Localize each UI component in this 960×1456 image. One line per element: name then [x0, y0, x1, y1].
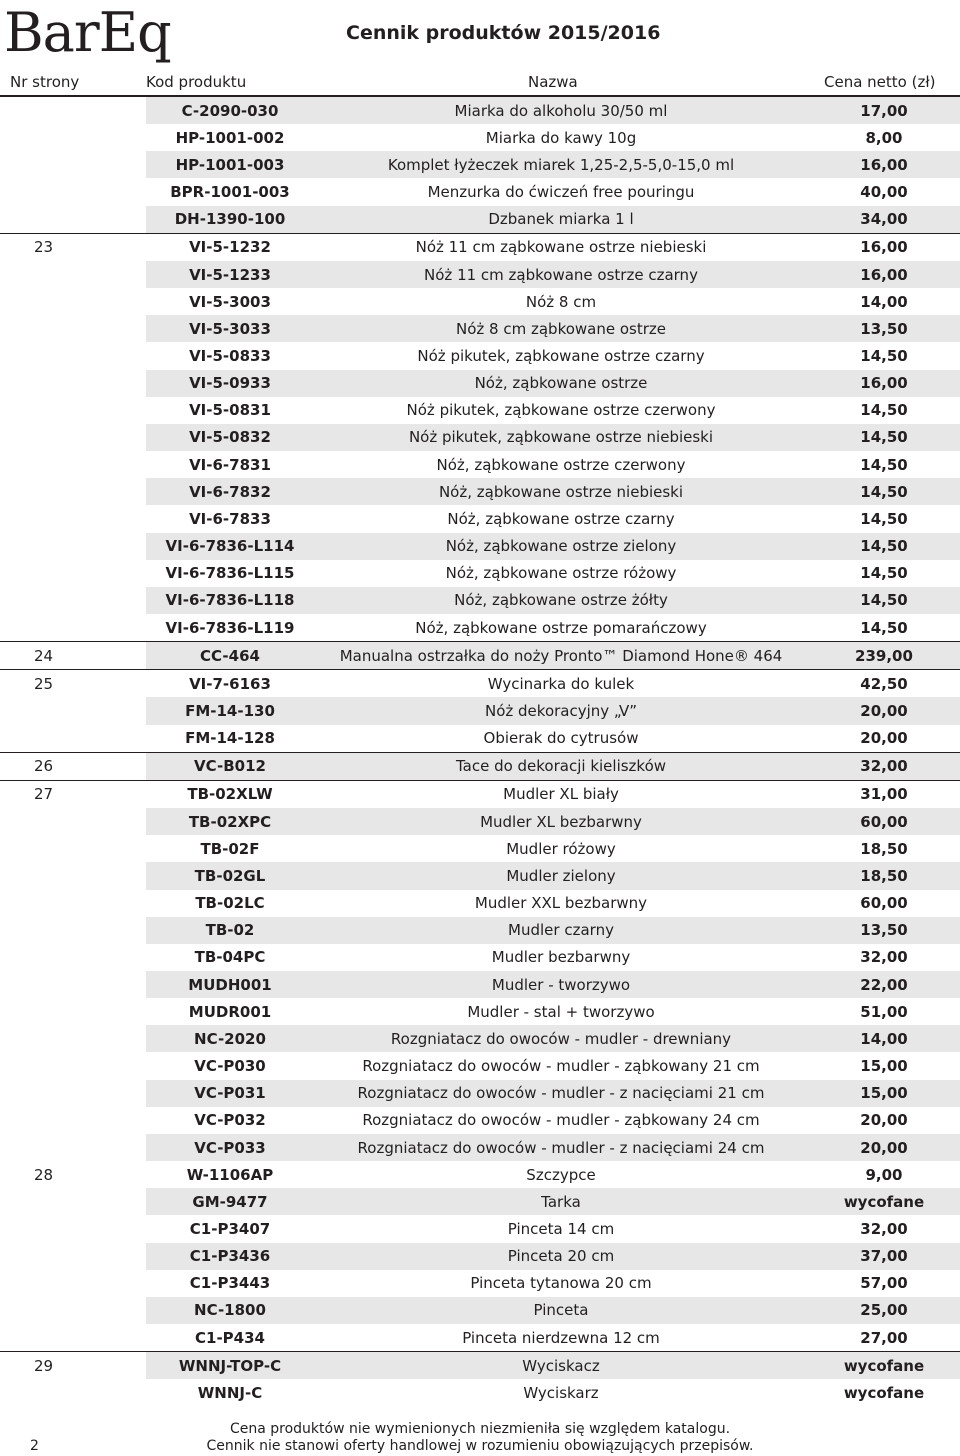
row-product-name: Nóż, ząbkowane ostrze niebieski: [314, 478, 808, 505]
table-row: [0, 642, 960, 670]
row-page-number: [0, 1297, 146, 1324]
row-price: 32,00: [860, 1219, 908, 1238]
row-product-name: Mudler czarny: [314, 917, 808, 944]
row-product-name: Nóż 11 cm ząbkowane ostrze czarny: [314, 261, 808, 288]
row-product-name: Menzurka do ćwiczeń free pouringu: [427, 183, 695, 202]
row-product-name: Mudler XXL bezbarwny: [474, 894, 648, 913]
row-product-code: VI-5-3033: [146, 315, 314, 342]
row-product-code: DH-1390-100: [146, 206, 314, 234]
brand-logo: BarEq: [4, 1, 171, 64]
page-title: Cennik produktów 2015/2016: [346, 22, 661, 44]
table-row: [0, 478, 960, 505]
row-page-number: 24: [0, 642, 146, 670]
row-product-code: VC-P033: [146, 1134, 314, 1161]
table-row: [0, 151, 960, 178]
row-product-name: Mudler różowy: [506, 839, 616, 858]
row-page-number: [0, 725, 146, 753]
row-product-name: Nóż, ząbkowane ostrze zielony: [314, 533, 808, 560]
row-product-name: Pinceta 14 cm: [507, 1219, 615, 1238]
row-price: 20,00: [860, 729, 908, 748]
row-page-number: [0, 971, 146, 998]
row-page-number: [0, 560, 146, 587]
row-page-number: [0, 1324, 146, 1352]
row-page-number: [0, 1215, 146, 1242]
row-product-name: Nóż, ząbkowane ostrze żółty: [314, 587, 808, 614]
row-page-number: [0, 890, 146, 917]
table-row: [0, 670, 960, 698]
row-price: 8,00: [865, 128, 903, 147]
table-row: [0, 178, 960, 205]
row-product-name: Tace do dekoracji kieliszków: [314, 752, 808, 780]
row-price: 14,50: [860, 564, 908, 583]
row-price: wycofane: [808, 1352, 960, 1380]
table-row: [0, 752, 960, 780]
row-product-code: C1-P3407: [189, 1219, 271, 1238]
row-page-number: [0, 424, 146, 451]
table-row: [0, 1107, 960, 1134]
row-product-code: VI-5-0933: [146, 370, 314, 397]
row-page-number: [0, 944, 146, 971]
row-price: 17,00: [808, 97, 960, 124]
row-product-code: VC-B012: [146, 752, 314, 780]
table-row: [0, 1025, 960, 1052]
row-product-name: Komplet łyżeczek miarek 1,25-2,5-5,0-15,0 ml: [314, 151, 808, 178]
row-product-code: C1-P3436: [146, 1243, 314, 1270]
table-row: [0, 1052, 960, 1079]
row-price: 37,00: [808, 1243, 960, 1270]
table-row: [0, 1270, 960, 1297]
row-price: 14,50: [808, 587, 960, 614]
row-page-number: [0, 1379, 146, 1406]
row-price: 20,00: [808, 697, 960, 724]
row-product-code: WNNJ-TOP-C: [146, 1352, 314, 1380]
row-page-number: 28: [34, 1165, 54, 1184]
row-product-name: Nóż 8 cm ząbkowane ostrze: [314, 315, 808, 342]
row-product-name: Mudler bezbarwny: [491, 948, 631, 967]
row-product-code: TB-02: [146, 917, 314, 944]
row-product-code: VC-P030: [194, 1057, 266, 1076]
table-row: [0, 835, 960, 862]
row-price: 9,00: [865, 1165, 903, 1184]
row-price: 14,50: [808, 424, 960, 451]
row-product-name: Wycinarka do kulek: [314, 670, 808, 698]
row-page-number: 29: [0, 1352, 146, 1380]
row-product-code: VC-P031: [146, 1080, 314, 1107]
row-product-name: Szczypce: [526, 1165, 596, 1184]
row-page-number: [0, 151, 146, 178]
table-row: [0, 1352, 960, 1380]
row-price: 57,00: [860, 1274, 908, 1293]
row-product-name: Rozgniatacz do owoców - mudler - z nacięciami 24 cm: [314, 1134, 808, 1161]
row-price: 15,00: [808, 1080, 960, 1107]
row-price: 14,50: [808, 478, 960, 505]
row-page-number: [0, 1188, 146, 1215]
row-product-code: HP-1001-003: [146, 151, 314, 178]
row-page-number: [0, 505, 146, 532]
row-page-number: [0, 1243, 146, 1270]
row-product-code: VI-5-0832: [146, 424, 314, 451]
row-product-code: TB-02LC: [195, 894, 265, 913]
row-product-name: Mudler XL biały: [314, 780, 808, 808]
table-row: [0, 890, 960, 917]
row-product-name: Pinceta 20 cm: [314, 1243, 808, 1270]
row-product-name: Mudler XL bezbarwny: [314, 808, 808, 835]
row-price: 34,00: [808, 206, 960, 234]
row-page-number: [0, 478, 146, 505]
row-price: 14,50: [860, 346, 908, 365]
row-page-number: [0, 1134, 146, 1161]
row-page-number: [0, 808, 146, 835]
table-row: [0, 998, 960, 1025]
row-price: 14,00: [808, 1025, 960, 1052]
row-product-code: VI-6-7832: [146, 478, 314, 505]
row-price: 14,50: [860, 455, 908, 474]
row-page-number: [0, 917, 146, 944]
table-row: [0, 780, 960, 808]
row-product-code: HP-1001-002: [175, 128, 285, 147]
row-product-code: MUDH001: [146, 971, 314, 998]
row-product-code: FM-14-130: [146, 697, 314, 724]
price-list-table: [0, 97, 960, 1407]
row-page-number: [0, 97, 146, 124]
row-product-code: TB-02GL: [146, 862, 314, 889]
row-product-code: W-1106AP: [186, 1165, 274, 1184]
table-row: [0, 1080, 960, 1107]
table-row: [0, 614, 960, 642]
row-product-code: CC-464: [146, 642, 314, 670]
table-row: [0, 1215, 960, 1242]
row-product-name: Pinceta tytanowa 20 cm: [470, 1274, 652, 1293]
row-product-code: WNNJ-C: [197, 1383, 263, 1402]
row-product-name: Nóż 11 cm ząbkowane ostrze niebieski: [314, 233, 808, 261]
row-product-name: Mudler zielony: [314, 862, 808, 889]
row-product-code: VI-6-7836-L119: [165, 618, 295, 637]
row-product-name: Rozgniatacz do owoców - mudler - z nacięciami 21 cm: [314, 1080, 808, 1107]
row-price: 31,00: [808, 780, 960, 808]
row-product-name: Nóż, ząbkowane ostrze czarny: [447, 509, 675, 528]
footer-note-2: Cennik nie stanowi oferty handlowej w rozumieniu obowiązujących przepisów.: [206, 1438, 754, 1454]
row-page-number: [0, 124, 146, 151]
row-price: 16,00: [808, 233, 960, 261]
row-page-number: 26: [0, 752, 146, 780]
table-row: [0, 971, 960, 998]
row-page-number: [0, 835, 146, 862]
row-product-code: TB-04PC: [194, 948, 266, 967]
table-row: [0, 587, 960, 614]
row-price: wycofane: [808, 1188, 960, 1215]
row-product-code: VI-5-0833: [189, 346, 271, 365]
row-product-name: Mudler - stal + tworzywo: [467, 1002, 655, 1021]
row-page-number: [0, 178, 146, 205]
row-price: 32,00: [808, 752, 960, 780]
table-row: [0, 505, 960, 532]
row-price: 51,00: [860, 1002, 908, 1021]
row-product-code: BPR-1001-003: [170, 183, 290, 202]
row-product-name: Pinceta nierdzewna 12 cm: [462, 1328, 660, 1347]
table-row: [0, 97, 960, 124]
row-product-code: C1-P3443: [189, 1274, 271, 1293]
row-product-name: Wyciskarz: [523, 1383, 599, 1402]
table-row: [0, 451, 960, 478]
table-row: [0, 124, 960, 151]
table-row: [0, 1324, 960, 1352]
row-product-code: TB-02F: [200, 839, 260, 858]
column-header-price: Cena netto (zł): [824, 73, 936, 91]
row-page-number: [0, 862, 146, 889]
row-price: 16,00: [808, 261, 960, 288]
row-product-name: Tarka: [314, 1188, 808, 1215]
table-row: [0, 697, 960, 724]
row-product-code: NC-2020: [146, 1025, 314, 1052]
row-price: 20,00: [860, 1111, 908, 1130]
row-price: 13,50: [808, 315, 960, 342]
row-page-number: 27: [0, 780, 146, 808]
table-row: [0, 261, 960, 288]
table-row: [0, 233, 960, 261]
row-product-code: GM-9477: [146, 1188, 314, 1215]
row-product-name: Wyciskacz: [314, 1352, 808, 1380]
row-product-code: VC-P032: [194, 1111, 266, 1130]
row-product-code: TB-02XLW: [146, 780, 314, 808]
row-price: 18,50: [860, 839, 908, 858]
row-product-name: Miarka do kawy 10g: [485, 128, 637, 147]
row-product-name: Manualna ostrzałka do noży Pronto™ Diamond Hone® 464: [314, 642, 808, 670]
table-row: [0, 370, 960, 397]
row-price: 27,00: [860, 1328, 908, 1347]
row-price: 14,50: [860, 401, 908, 420]
table-row: [0, 725, 960, 753]
column-header-page: Nr strony: [10, 73, 80, 91]
row-product-name: Nóż, ząbkowane ostrze czerwony: [436, 455, 686, 474]
row-product-code: VI-6-7831: [189, 455, 271, 474]
table-row: [0, 1243, 960, 1270]
row-page-number: [0, 697, 146, 724]
row-page-number: [0, 1080, 146, 1107]
row-price: 40,00: [860, 183, 908, 202]
footer-note-1: Cena produktów nie wymienionych niezmieniła się względem katalogu.: [229, 1421, 731, 1437]
row-product-name: Rozgniatacz do owoców - mudler - ząbkowany 21 cm: [362, 1057, 760, 1076]
row-page-number: [0, 1270, 146, 1297]
column-header-name: Nazwa: [528, 73, 578, 91]
row-product-code: VI-5-0831: [189, 401, 271, 420]
row-product-name: Nóż, ząbkowane ostrze pomarańczowy: [415, 618, 707, 637]
row-price: 18,50: [808, 862, 960, 889]
row-page-number: [0, 370, 146, 397]
row-product-name: Dzbanek miarka 1 l: [314, 206, 808, 234]
table-row: [0, 808, 960, 835]
row-page-number: [0, 614, 146, 642]
row-product-code: VI-7-6163: [146, 670, 314, 698]
table-row: [0, 917, 960, 944]
row-page-number: [0, 342, 146, 369]
row-page-number: [0, 1107, 146, 1134]
row-page-number: [0, 533, 146, 560]
row-product-name: Rozgniatacz do owoców - mudler - ząbkowany 24 cm: [362, 1111, 760, 1130]
row-product-code: VI-6-7836-L114: [146, 533, 314, 560]
table-row: [0, 1188, 960, 1215]
table-row: [0, 288, 960, 315]
row-product-name: Nóż pikutek, ząbkowane ostrze czarny: [417, 346, 705, 365]
row-product-code: NC-1800: [146, 1297, 314, 1324]
row-price: 25,00: [808, 1297, 960, 1324]
row-product-code: MUDR001: [188, 1002, 272, 1021]
row-price: 14,00: [860, 292, 908, 311]
price-list-body: [0, 97, 960, 1407]
row-product-code: C1-P434: [195, 1328, 265, 1347]
row-product-code: VI-6-7833: [189, 509, 271, 528]
row-price: 14,50: [860, 509, 908, 528]
table-row: [0, 342, 960, 369]
table-row: [0, 206, 960, 234]
row-product-code: VI-5-3003: [189, 292, 271, 311]
row-product-name: Nóż, ząbkowane ostrze różowy: [445, 564, 677, 583]
row-price: 239,00: [808, 642, 960, 670]
row-page-number: [0, 288, 146, 315]
row-page-number: [0, 451, 146, 478]
row-page-number: [0, 1025, 146, 1052]
table-row: [0, 315, 960, 342]
row-page-number: [0, 397, 146, 424]
row-price: 60,00: [860, 894, 908, 913]
row-product-name: Miarka do alkoholu 30/50 ml: [314, 97, 808, 124]
row-product-code: C-2090-030: [146, 97, 314, 124]
page-number: 2: [30, 1438, 39, 1454]
row-page-number: 23: [0, 233, 146, 261]
table-row: [0, 1379, 960, 1406]
row-price: wycofane: [843, 1383, 925, 1402]
column-header-code: Kod produktu: [146, 73, 247, 91]
row-price: 42,50: [808, 670, 960, 698]
row-price: 20,00: [808, 1134, 960, 1161]
table-row: [0, 397, 960, 424]
row-page-number: [0, 1052, 146, 1079]
row-product-name: Pinceta: [314, 1297, 808, 1324]
table-row: [0, 560, 960, 587]
row-price: 14,50: [860, 618, 908, 637]
table-row: [0, 944, 960, 971]
row-product-name: Nóż pikutek, ząbkowane ostrze niebieski: [314, 424, 808, 451]
table-row: [0, 533, 960, 560]
row-page-number: [0, 315, 146, 342]
row-product-code: VI-5-1233: [146, 261, 314, 288]
row-page-number: [0, 587, 146, 614]
row-product-name: Rozgniatacz do owoców - mudler - drewniany: [314, 1025, 808, 1052]
table-row: [0, 1134, 960, 1161]
row-product-name: Nóż 8 cm: [525, 292, 597, 311]
row-price: 16,00: [808, 151, 960, 178]
table-row: [0, 1161, 960, 1188]
row-product-name: Nóż pikutek, ząbkowane ostrze czerwony: [406, 401, 716, 420]
row-product-name: Nóż dekoracyjny „V”: [314, 697, 808, 724]
row-product-code: FM-14-128: [185, 729, 275, 748]
row-price: 15,00: [860, 1057, 908, 1076]
row-page-number: [0, 261, 146, 288]
row-price: 60,00: [808, 808, 960, 835]
row-page-number: [0, 206, 146, 234]
row-price: 16,00: [808, 370, 960, 397]
row-product-code: TB-02XPC: [146, 808, 314, 835]
row-product-code: VI-6-7836-L115: [165, 564, 295, 583]
row-price: 14,50: [808, 533, 960, 560]
table-row: [0, 862, 960, 889]
row-product-name: Nóż, ząbkowane ostrze: [314, 370, 808, 397]
row-product-name: Mudler - tworzywo: [314, 971, 808, 998]
table-row: [0, 424, 960, 451]
row-product-name: Obierak do cytrusów: [483, 729, 639, 748]
row-product-code: VI-5-1232: [146, 233, 314, 261]
row-page-number: 25: [0, 670, 146, 698]
row-product-code: VI-6-7836-L118: [146, 587, 314, 614]
row-price: 32,00: [860, 948, 908, 967]
row-page-number: [0, 998, 146, 1025]
row-price: 22,00: [808, 971, 960, 998]
table-row: [0, 1297, 960, 1324]
row-price: 13,50: [808, 917, 960, 944]
